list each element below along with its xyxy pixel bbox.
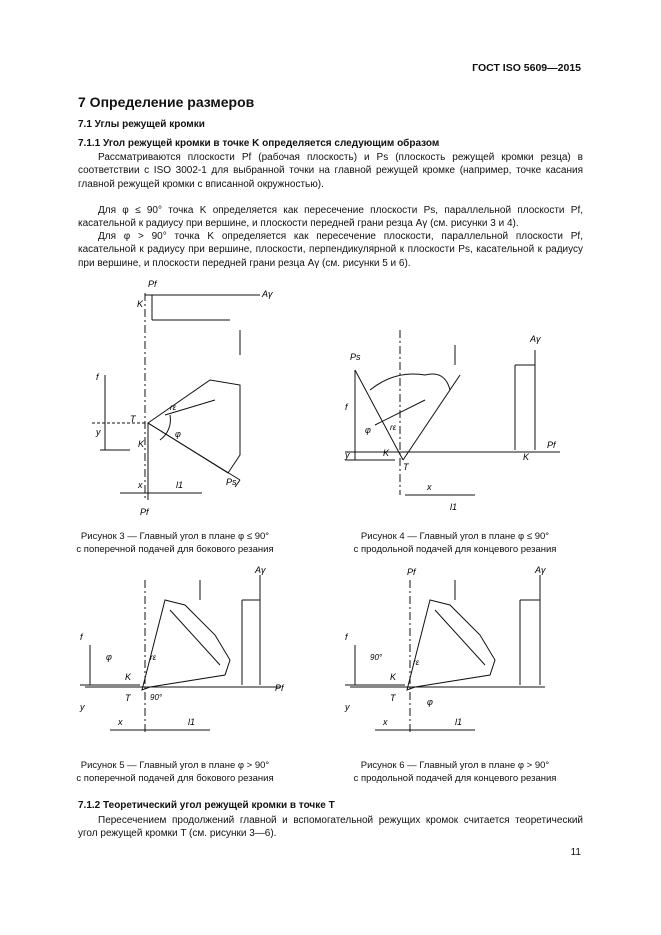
figure-3-caption-line1: Рисунок 3 — Главный угол в плане φ ≤ 90° [80,531,270,542]
fig4-label-x: x [427,482,432,492]
fig5-label-f: f [80,632,83,642]
fig6-label-reps: rε [413,658,420,667]
fig4-label-reps: rε [390,423,397,432]
fig6-label-x: x [383,717,388,727]
fig3-label-pf-bottom: Pf [140,507,149,517]
fig3-label-k: K [138,439,145,449]
fig6-label-l1: l1 [455,717,463,727]
section-title: 7 Определение размеров [78,94,255,110]
fig5-label-t: T [125,693,131,703]
fig6-label-phi: φ [427,697,433,707]
figure-3-diagram [90,275,290,525]
fig6-label-t: T [390,693,396,703]
fig6-label-pf: Pf [407,567,416,577]
fig4-label-y: y [345,450,350,460]
fig3-label-f: f [96,372,99,382]
fig5-label-y: y [80,702,85,712]
fig4-label-k-right: K [523,452,530,462]
figure-5-diagram [70,565,300,745]
figure-4-diagram [335,330,565,520]
fig4-label-l1: l1 [450,502,458,512]
figure-6-caption-line2: с продольной подачей для концевого резания [353,773,557,784]
fig4-label-k: K [383,448,390,458]
fig3-label-agamma: Aγ [262,289,273,299]
fig5-label-90: 90° [150,693,163,702]
fig6-label-f: f [345,632,348,642]
figure-5-caption-line1: Рисунок 5 — Главный угол в плане φ > 90° [80,760,270,771]
fig3-label-l1: l1 [176,480,184,490]
fig3-label-y: y [96,427,101,437]
standard-number: ГОСТ ISO 5609—2015 [472,62,581,74]
fig4-label-f: f [345,402,348,412]
fig3-label-reps: rε [170,403,177,412]
figure-3-caption-line2: с поперечной подачей для бокового резания [76,544,274,555]
fig6-label-y: y [345,702,350,712]
figure-6-caption-line1: Рисунок 6 — Главный угол в плане φ > 90° [360,760,550,771]
fig3-label-x: x [138,480,143,490]
fig6-label-k: K [390,672,397,682]
fig5-label-agamma: Aγ [255,565,266,575]
fig5-label-k: K [125,672,132,682]
paragraph-phi-le-90: Для φ ≤ 90° точка K определяется как пересечение плоскости Ps, параллельной плоскости Pf, касательной к радиусу при вершине, и плоскости передней грани резца Aγ (см. рисунки 3 и 4). [78,205,583,230]
fig5-label-reps: rε [150,653,157,662]
figure-6-caption [325,759,585,785]
paragraph-phi-gt-90: Для φ > 90° точка K определяется как пересечение плоскости, параллельной плоскости Pf, касательной к радиусу при вершине, плоскости, перпендикулярной к плоскости Ps, касательной к радиусу при вершине, и плоскости передней грани резца Aγ (см. рисунки 5 и 6). [78,231,583,269]
fig4-label-phi: φ [365,425,371,435]
figure-3-caption [45,530,305,556]
fig5-label-phi: φ [106,652,112,662]
paragraph-planes: Рассматриваются плоскости Pf (рабочая плоскость) и Ps (плоскость режущей кромки резца) в соответствии с ISO 3002-1 для выбранной точки на главной режущей кромке (например, точке касания главной режущей кромки с вписанной окружностью). [78,152,583,190]
figure-4-caption [325,530,585,556]
fig3-label-ps: Ps [226,477,237,487]
fig3-label-phi: φ [175,429,181,439]
fig4-label-pf: Pf [547,440,556,450]
figure-4-caption-line1: Рисунок 4 — Главный угол в плане φ ≤ 90° [360,531,550,542]
fig5-label-pf: Pf [275,683,284,693]
fig5-label-x: x [118,717,123,727]
fig5-label-l1: l1 [188,717,196,727]
clause-712-title: 7.1.2 Теоретический угол режущей кромки в точке T [78,800,335,811]
fig3-label-pf: Pf [148,279,157,289]
figure-6-diagram [335,565,565,745]
fig4-label-ps: Ps [350,352,361,362]
subsection-title: 7.1 Углы режущей кромки [78,119,205,130]
figure-5-caption-line2: с поперечной подачей для бокового резания [76,773,274,784]
fig4-label-agamma: Aγ [530,334,541,344]
fig4-label-t: T [403,462,409,472]
fig6-label-90: 90° [370,653,383,662]
paragraph-theoretical-angle: Пересечением продолжений главной и вспомогательной режущих кромок считается теоретический угол режущей кромки T (см. рисунки 3—6). [78,815,583,840]
figure-4-caption-line2: с продольной подачей для концевого резания [353,544,557,555]
fig3-label-t: T [130,414,136,424]
figure-5-caption [45,759,305,785]
fig6-label-agamma: Aγ [535,565,546,575]
page-number: 11 [570,847,581,858]
fig3-label-k-top: K [137,299,144,309]
clause-711-title: 7.1.1 Угол режущей кромки в точке K определяется следующим образом [78,138,440,149]
